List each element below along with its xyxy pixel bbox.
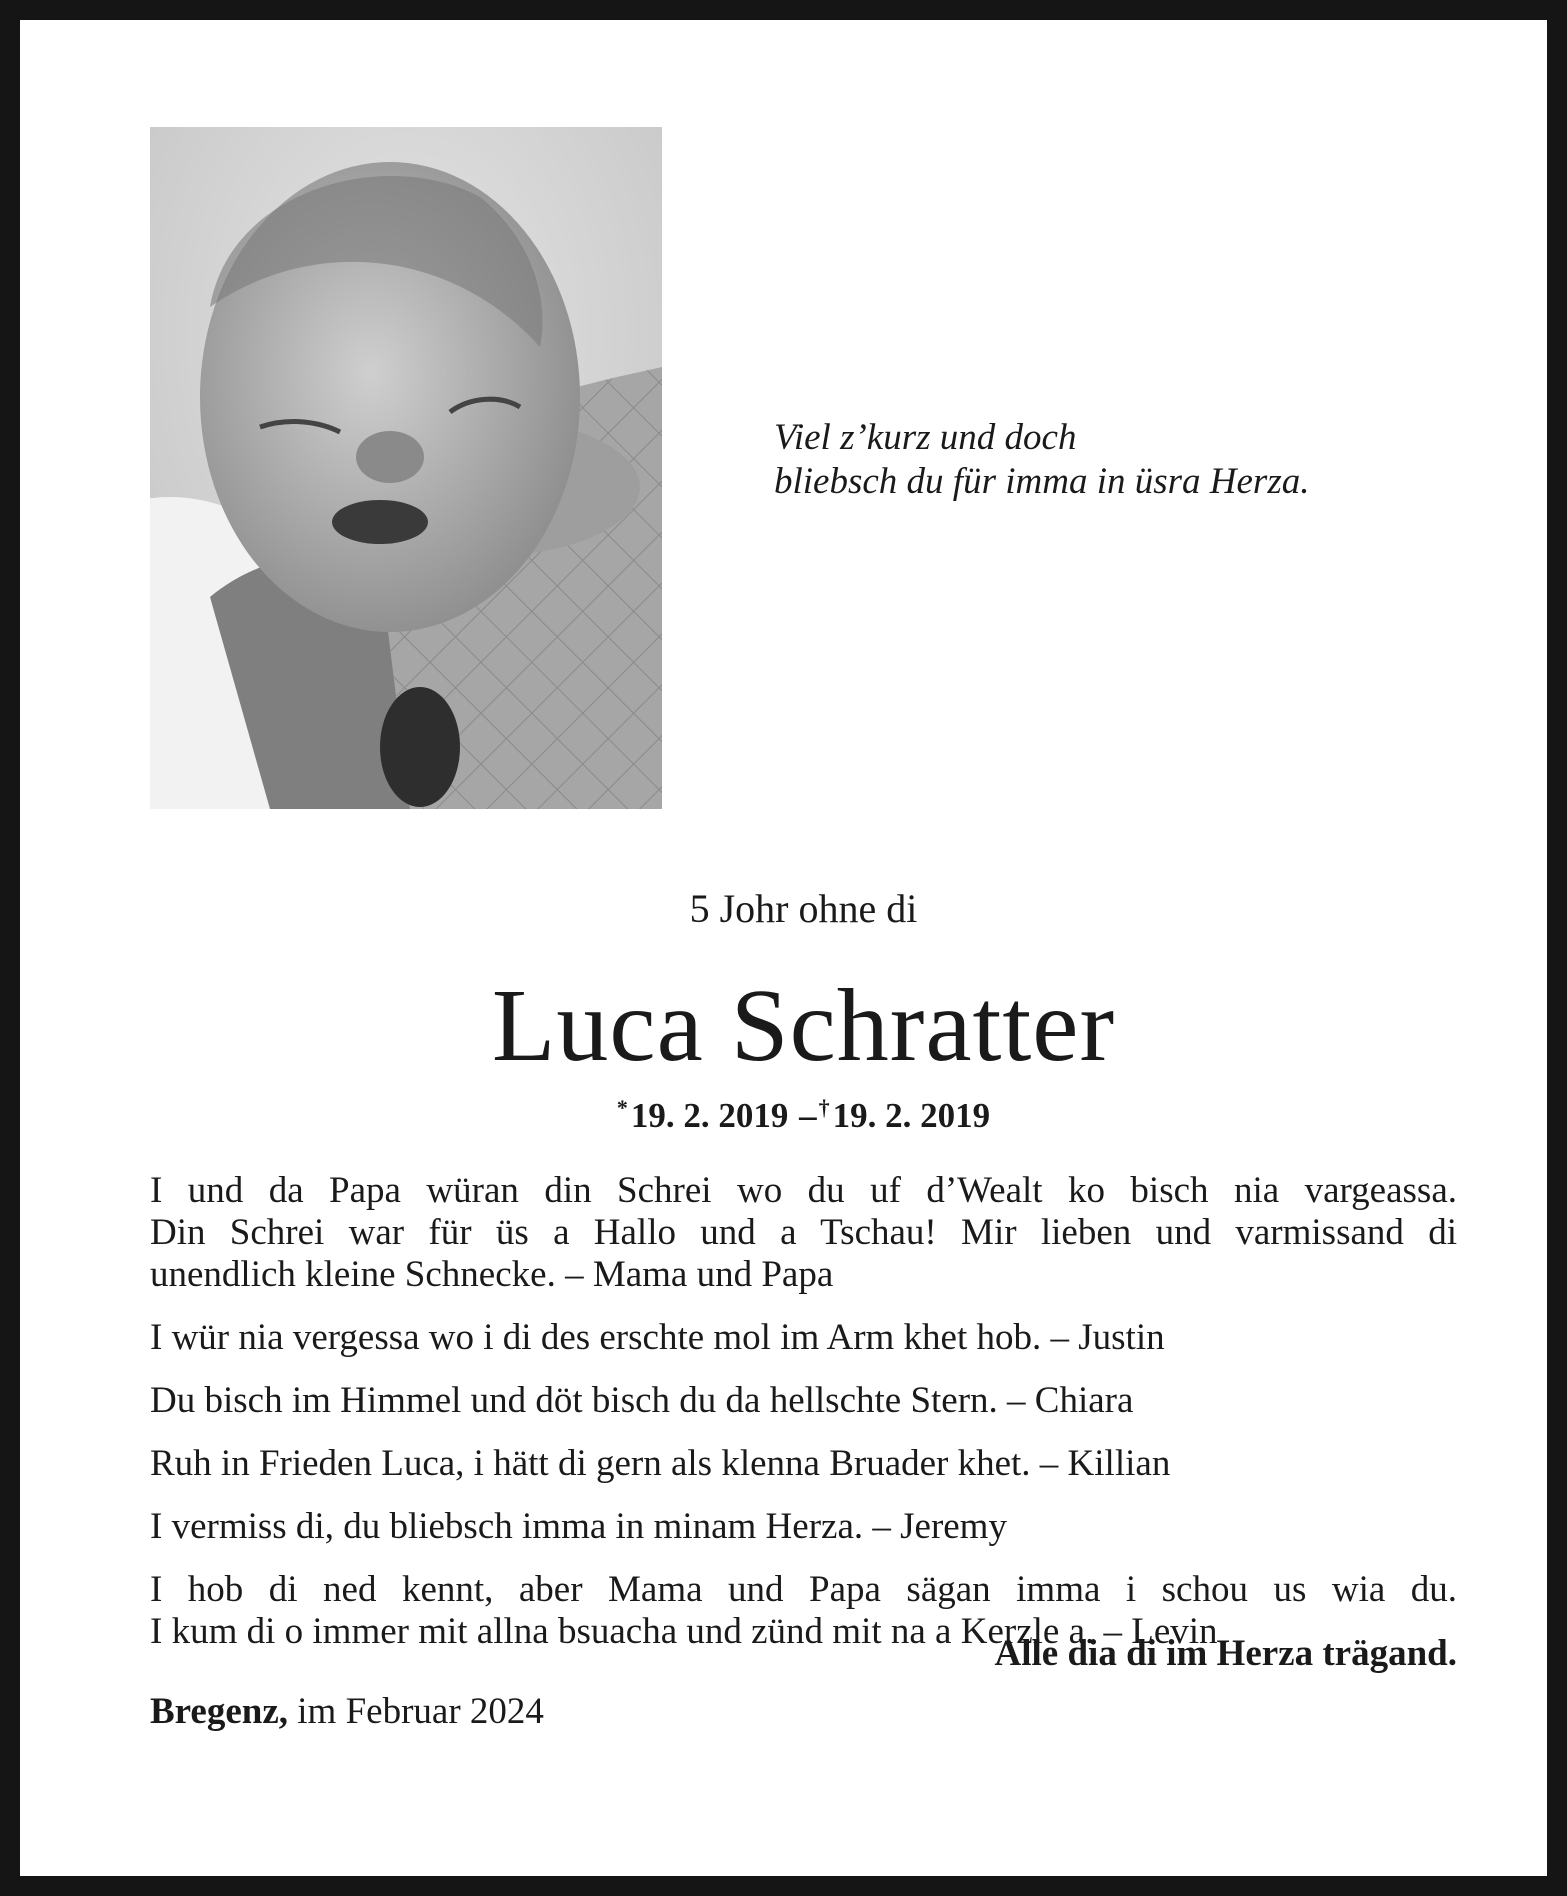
family-messages — [150, 1170, 1457, 1674]
place-date — [150, 1690, 544, 1734]
message-chiara — [150, 1380, 1457, 1422]
message-killian — [150, 1443, 1457, 1485]
message-line: I vermiss di, du bliebsch imma in minam Herza. – Jeremy — [150, 1506, 1007, 1547]
message-jeremy — [150, 1506, 1457, 1548]
baby-photo-icon — [150, 127, 662, 809]
quote-line: Viel z’kurz und doch — [774, 417, 1077, 458]
place-month: im Februar 2024 — [297, 1691, 544, 1732]
place-city: Bregenz, — [150, 1691, 289, 1732]
message-line: Din Schrei war für üs a Hallo und a Tschau! Mir lieben und varmissand di — [150, 1212, 1457, 1253]
death-date: 19. 2. 2019 — [832, 1096, 991, 1135]
message-line: Du bisch im Himmel und döt bisch du da hellschte Stern. – Chiara — [150, 1380, 1134, 1421]
memorial-quote — [774, 416, 1454, 504]
message-justin — [150, 1317, 1457, 1359]
message-line: I wür nia vergessa wo i di des erschte mol im Arm khet hob. – Justin — [150, 1317, 1165, 1358]
family-signature: Alle dia di im Herza trägand. — [994, 1633, 1457, 1674]
portrait-photo — [150, 127, 662, 809]
anniversary-text: 5 Johr ohne di — [689, 886, 918, 931]
birth-date: 19. 2. 2019 — [630, 1096, 789, 1135]
quote-line: bliebsch du für imma in üsra Herza. — [774, 461, 1310, 502]
message-line: unendlich kleine Schnecke. – Mama und Papa — [150, 1254, 834, 1295]
message-line: Ruh in Frieden Luca, i hätt di gern als klenna Bruader khet. – Killian — [150, 1443, 1171, 1484]
message-parents — [150, 1170, 1457, 1296]
birth-symbol: * — [616, 1095, 628, 1120]
message-line: I kum di o immer mit allna bsuacha und zünd mit na a Kerzle a. – Levin — [150, 1611, 1218, 1652]
life-dates — [150, 1086, 1457, 1138]
message-line: I hob di ned kennt, aber Mama und Papa sägan imma i schou us wia du. — [150, 1569, 1457, 1610]
date-separator: – — [799, 1096, 817, 1135]
death-symbol: † — [818, 1095, 830, 1120]
message-line: I und da Papa würan din Schrei wo du uf d’Wealt ko bisch nia vargeassa. — [150, 1170, 1457, 1211]
deceased-name: Luca Schratter — [491, 968, 1116, 1083]
